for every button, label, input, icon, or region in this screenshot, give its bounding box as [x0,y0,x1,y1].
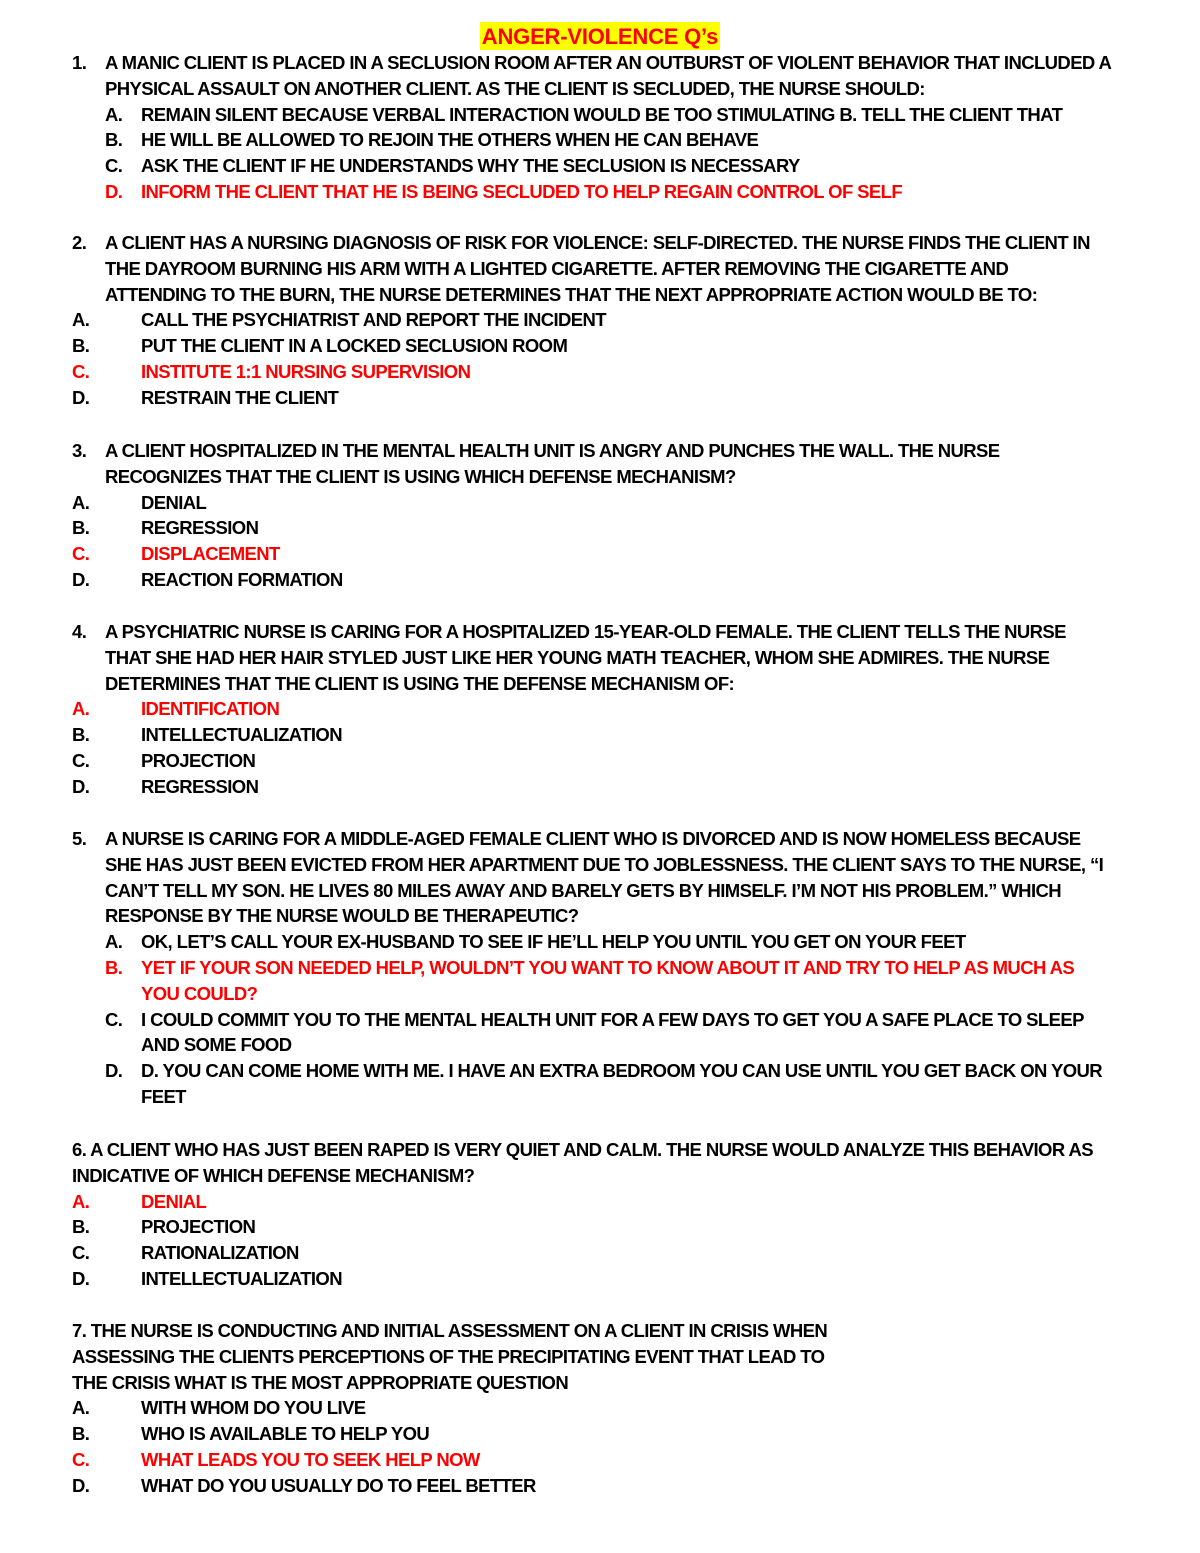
option-text: REACTION FORMATION [141,569,343,590]
option-text: WHO IS AVAILABLE TO HELP YOU [141,1423,430,1445]
option-text: HE WILL BE ALLOWED TO REJOIN THE OTHERS WHEN HE CAN BEHAVE [141,129,759,151]
option-letter: A. [72,1190,90,1212]
option-letter: D. [72,775,90,797]
option-text: OK, LET’S CALL YOUR EX-HUSBAND TO SEE IF HE’LL HELP YOU UNTIL YOU GET ON YOUR FEET [141,931,966,953]
question-number: 2. [72,232,87,253]
option-letter: A. [72,309,90,331]
question-text-line: THE DAYROOM BURNING HIS ARM WITH A LIGHTED CIGARETTE. AFTER REMOVING THE CIGARETTE AND [105,257,1009,279]
question-number: 6. [72,1139,87,1160]
option-letter: B. [72,335,90,357]
question-text-line: INDICATIVE OF WHICH DEFENSE MECHANISM? [72,1164,475,1186]
option-letter: B. [72,724,90,746]
option-letter: A. [72,698,90,720]
question-number: 7. [72,1320,87,1341]
option-letter: D. [72,569,90,590]
option-letter: B. [72,1423,90,1445]
page-title: ANGER-VIOLENCE Q’s [481,24,719,49]
option-letter: A. [72,491,90,513]
option-text: REGRESSION [141,517,259,539]
option-letter: C. [72,1449,90,1470]
option-letter: C. [72,361,90,382]
question-number: 4. [72,621,87,642]
option-text: DENIAL [141,491,207,513]
option-text: CALL THE PSYCHIATRIST AND REPORT THE INCIDENT [141,309,606,331]
option-letter: D. [105,1060,123,1082]
question-text-line: A CLIENT HAS A NURSING DIAGNOSIS OF RISK FOR VIOLENCE: SELF-DIRECTED. THE NURSE FINDS THE CLIENT IN [105,232,1090,253]
option-letter: B. [105,129,123,151]
option-text: ASK THE CLIENT IF HE UNDERSTANDS WHY THE SECLUSION IS NECESSARY [141,155,800,177]
option-letter: C. [72,543,90,565]
option-text: D. YOU CAN COME HOME WITH ME. I HAVE AN EXTRA BEDROOM YOU CAN USE UNTIL YOU GET BACK ON YOUR [141,1060,1103,1082]
question-text-line: A PSYCHIATRIC NURSE IS CARING FOR A HOSPITALIZED 15-YEAR-OLD FEMALE. THE CLIENT TELLS THE NURSE [105,621,1066,642]
question-text-line: A CLIENT WHO HAS JUST BEEN RAPED IS VERY QUIET AND CALM. THE NURSE WOULD ANALYZE THIS BEHAVIOR AS [86,1139,1093,1160]
correct-answer-text: WHAT LEADS YOU TO SEEK HELP NOW [141,1449,480,1470]
option-letter: A. [72,1397,90,1419]
question-text-line: A MANIC CLIENT IS PLACED IN A SECLUSION ROOM AFTER AN OUTBURST OF VIOLENT BEHAVIOR THAT INCLUDED A [105,52,1112,73]
question-text-line: A CLIENT HOSPITALIZED IN THE MENTAL HEALTH UNIT IS ANGRY AND PUNCHES THE WALL. THE NURSE [105,440,1000,461]
option-letter: D. [105,181,123,202]
question-text-line: DETERMINES THAT THE CLIENT IS USING THE DEFENSE MECHANISM OF: [105,672,735,694]
option-letter: D. [72,386,90,408]
option-text: WITH WHOM DO YOU LIVE [141,1397,366,1419]
option-letter: B. [72,1216,90,1238]
question-number: 5. [72,828,87,849]
question-6-first-line [72,1139,1093,1161]
correct-answer-text: DENIAL [141,1190,207,1212]
option-letter: B. [105,957,123,978]
option-letter: A. [105,931,123,953]
option-letter: B. [72,517,90,539]
option-text: REGRESSION [141,775,259,797]
option-text: RATIONALIZATION [141,1242,299,1264]
question-number: 1. [72,52,87,73]
option-letter: C. [72,750,90,771]
question-7-first-line [72,1320,827,1342]
option-text: WHAT DO YOU USUALLY DO TO FEEL BETTER [141,1474,536,1496]
question-text-line: THAT SHE HAD HER HAIR STYLED JUST LIKE HER YOUNG MATH TEACHER, WHOM SHE ADMIRES. THE NURSE [105,646,1050,668]
correct-answer-text: YET IF YOUR SON NEEDED HELP, WOULDN’T YOU WANT TO KNOW ABOUT IT AND TRY TO HELP AS MUCH AS [141,957,1075,978]
option-text: INTELLECTUALIZATION [141,1268,342,1289]
option-text: PROJECTION [141,1216,256,1238]
title-wrapper [0,22,1200,50]
option-letter: D. [72,1474,90,1496]
option-letter: C. [72,1242,90,1264]
question-text-line: SHE HAS JUST BEEN EVICTED FROM HER APARTMENT DUE TO JOBLESSNESS. THE CLIENT SAYS TO THE NURSE, “I [105,853,1104,875]
option-letter: D. [72,1268,90,1289]
correct-answer-text: IDENTIFICATION [141,698,280,720]
option-text: FEET [141,1086,186,1107]
question-text-line: CAN’T TELL MY SON. HE LIVES 80 MILES AWAY AND BARELY GETS BY HIMSELF. I’M NOT HIS PROBLEM.” WHICH [105,879,1062,901]
option-text: INTELLECTUALIZATION [141,724,342,746]
option-letter: C. [105,155,123,177]
option-text: PUT THE CLIENT IN A LOCKED SECLUSION ROOM [141,335,568,357]
question-text-line: RESPONSE BY THE NURSE WOULD BE THERAPEUTIC? [105,905,579,927]
question-text-line: A NURSE IS CARING FOR A MIDDLE-AGED FEMALE CLIENT WHO IS DIVORCED AND IS NOW HOMELESS BECAUSE [105,828,1081,849]
question-text-line: ASSESSING THE CLIENTS PERCEPTIONS OF THE PRECIPITATING EVENT THAT LEAD TO [72,1345,825,1367]
question-text-line: ATTENDING TO THE BURN, THE NURSE DETERMINES THAT THE NEXT APPROPRIATE ACTION WOULD BE TO: [105,283,1038,305]
option-text: REMAIN SILENT BECAUSE VERBAL INTERACTION WOULD BE TOO STIMULATING B. TELL THE CLIENT THAT [141,103,1063,125]
question-text-line: PHYSICAL ASSAULT ON ANOTHER CLIENT. AS THE CLIENT IS SECLUDED, THE NURSE SHOULD: [105,77,925,99]
option-text: I COULD COMMIT YOU TO THE MENTAL HEALTH UNIT FOR A FEW DAYS TO GET YOU A SAFE PLACE TO SLEEP [141,1008,1084,1030]
option-text: RESTRAIN THE CLIENT [141,386,339,408]
option-letter: C. [105,1008,123,1030]
question-text-line: THE NURSE IS CONDUCTING AND INITIAL ASSESSMENT ON A CLIENT IN CRISIS WHEN [86,1320,828,1341]
option-letter: A. [105,103,123,125]
correct-answer-text: INSTITUTE 1:1 NURSING SUPERVISION [141,361,471,382]
option-text: PROJECTION [141,750,256,771]
correct-answer-text: INFORM THE CLIENT THAT HE IS BEING SECLUDED TO HELP REGAIN CONTROL OF SELF [141,181,903,202]
option-text: AND SOME FOOD [141,1034,292,1056]
question-number: 3. [72,440,87,461]
question-text-line: RECOGNIZES THAT THE CLIENT IS USING WHICH DEFENSE MECHANISM? [105,465,736,487]
correct-answer-text: YOU COULD? [141,982,258,1004]
question-text-line: THE CRISIS WHAT IS THE MOST APPROPRIATE QUESTION [72,1371,569,1393]
correct-answer-text: DISPLACEMENT [141,543,280,565]
